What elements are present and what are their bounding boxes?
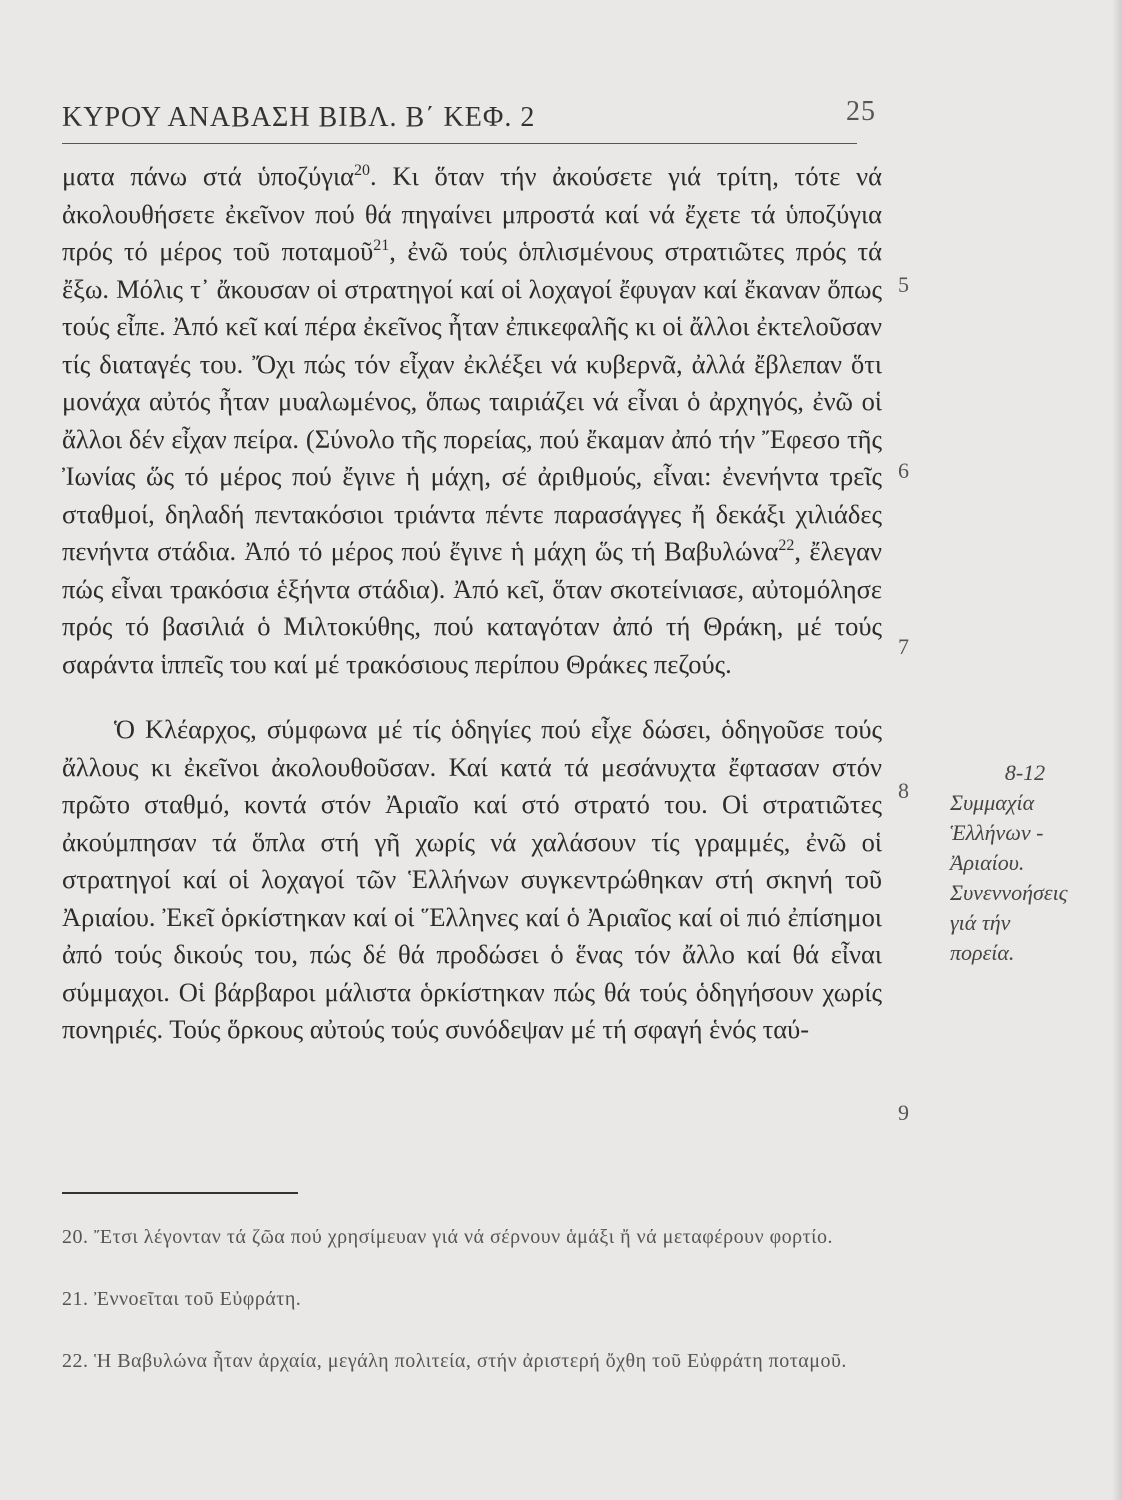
paragraph-1 <box>62 158 882 683</box>
line-number: 5 <box>898 272 909 297</box>
header-rule <box>62 143 857 144</box>
footnotes <box>62 1222 882 1376</box>
main-text <box>62 158 882 1049</box>
line-number: 7 <box>898 634 909 659</box>
footnote-ref-20: 20 <box>354 162 371 180</box>
footnote-20: 20. Ἔτσι λέγονταν τά ζῶα πού χρησίμευαν γιά νά σέρνουν ἁμάξι ἤ νά μεταφέρουν φορτίο. <box>62 1226 834 1248</box>
running-header <box>62 96 876 140</box>
footnote-ref-22: 22 <box>778 537 795 555</box>
line-number: 9 <box>898 1100 909 1125</box>
margin-note <box>950 758 1090 968</box>
page-edge-shadow <box>1112 0 1122 1500</box>
margin-note-range: 8-12 <box>1004 760 1046 785</box>
text-segment: , ἐνῶ τούς ὁπλισμένους στρατιῶτες πρός τά ἔξω. Μόλις τ᾿ ἄκουσαν οἱ στρατηγοί καί οἱ λοχαγοί ἔφυγαν καί ἔκαναν ὅπως τούς εἶπε. Ἀπό κεῖ καί πέρα ἐκεῖνος ἦταν ἐπικεφαλῆς κι οἱ ἄλλοι ἐκτελοῦσαν τίς διαταγές του. Ὄχι πώς τόν εἶχαν ἐκλέξει νά κυβερνᾶ, ἀλλά ἔβλεπαν ὅτι μονάχα αὐτός ἦταν μυαλωμένος, ὅπως ταιριάζει νά εἶναι ὁ ἀρχηγός, ἐνῶ οἱ ἄλλοι δέν εἶχαν πείρα. (Σύνολο τῆς πορείας, πού ἔκαμαν ἀπό τήν Ἔφεσο τῆς Ἰωνίας ὥς τό μέρος πού ἔγινε ἡ μάχη, σέ ἀριθμούς, εἶναι: ἐνενήντα τρεῖς σταθμοί, δηλαδή πεντακόσιοι τριάντα πέντε παρασάγγες ἤ δεκάξι χιλιάδες πενήντα στάδια. Ἀπό τό μέρος πού ἔγινε ἡ μάχη ὥς τή Βαβυλώνα <box>62 236 883 566</box>
footnote-ref-21: 21 <box>373 237 390 255</box>
text-segment: . Κι ὅταν τήν ἀκούσετε γιά τρίτη, τότε νά ἀκολουθήσετε ἐκεῖνον πού θά πηγαίνει μπροστά καί νά ἔχετε τά ὑποζύγια πρός τό μέρος τοῦ ποταμοῦ <box>62 161 882 266</box>
text-segment: ματα πάνω στά ὑποζύγια <box>62 161 355 191</box>
line-number: 6 <box>898 458 909 483</box>
margin-note-line: γιά τήν <box>950 910 1011 935</box>
margin-note-line: Συνεννοήσεις <box>950 880 1068 905</box>
margin-note-line: πορεία. <box>950 940 1015 965</box>
footnote-22: 22. Ἡ Βαβυλώνα ἦταν ἀρχαία, μεγάλη πολιτεία, στήν ἀριστερή ὄχθη τοῦ Εὐφράτη ποταμοῦ. <box>62 1350 847 1372</box>
margin-note-line: Ἀριαίου. <box>950 850 1025 875</box>
footnote-rule <box>62 1192 298 1194</box>
margin-note-line: Ἑλλήνων - <box>950 820 1044 845</box>
margin-note-line: Συμμαχία <box>950 790 1035 815</box>
paragraph-2: Ὁ Κλέαρχος, σύμφωνα μέ τίς ὁδηγίες πού εἶχε δώσει, ὁδηγοῦσε τούς ἄλλους κι ἐκεῖνοι ἀκολουθοῦσαν. Καί κατά τά μεσάνυχτα ἔφτασαν στόν πρῶτο σταθμό, κοντά στόν Ἀριαῖο καί στό στρατό του. Οἱ στρατιῶτες ἀκούμπησαν τά ὅπλα στή γῆ χωρίς νά χαλάσουν τίς γραμμές, ἐνῶ οἱ στρατηγοί καί οἱ λοχαγοί τῶν Ἑλλήνων συγκεντρώθηκαν στή σκηνή τοῦ Ἀριαίου. Ἐκεῖ ὁρκίστηκαν καί οἱ Ἕλληνες καί ὁ Ἀριαῖος καί οἱ πιό ἐπίσημοι ἀπό τούς δικούς του, πώς δέ θά προδώσει ὁ ἕνας τόν ἄλλο καί θά εἶναι σύμμαχοι. Οἱ βάρβαροι μάλιστα ὁρκίστηκαν πώς θά τούς ὁδηγήσουν χωρίς πονηριές. Τούς ὅρκους αὐτούς τούς συνόδεψαν μέ τή σφαγή ἑνός ταύ- <box>62 714 882 1044</box>
page-number: 25 <box>846 96 876 127</box>
text-segment: , ἔλεγαν πώς εἶναι τρακόσια ἑξήντα στάδια). Ἀπό κεῖ, ὅταν σκοτείνιασε, αὐτομόλησε πρός τό βασιλιά ὁ Μιλτοκύθης, πού καταγόταν ἀπό τή Θράκη, μέ τούς σαράντα ἱππεῖς του καί μέ τρακόσιους περίπου Θράκες πεζούς. <box>62 536 882 679</box>
line-number: 8 <box>898 778 909 803</box>
running-title: ΚΥΡΟΥ ΑΝΑΒΑΣΗ ΒΙΒΛ. Β΄ ΚΕΦ. 2 <box>62 102 536 133</box>
footnote-21: 21. Ἐννοεῖται τοῦ Εὐφράτη. <box>62 1288 302 1310</box>
